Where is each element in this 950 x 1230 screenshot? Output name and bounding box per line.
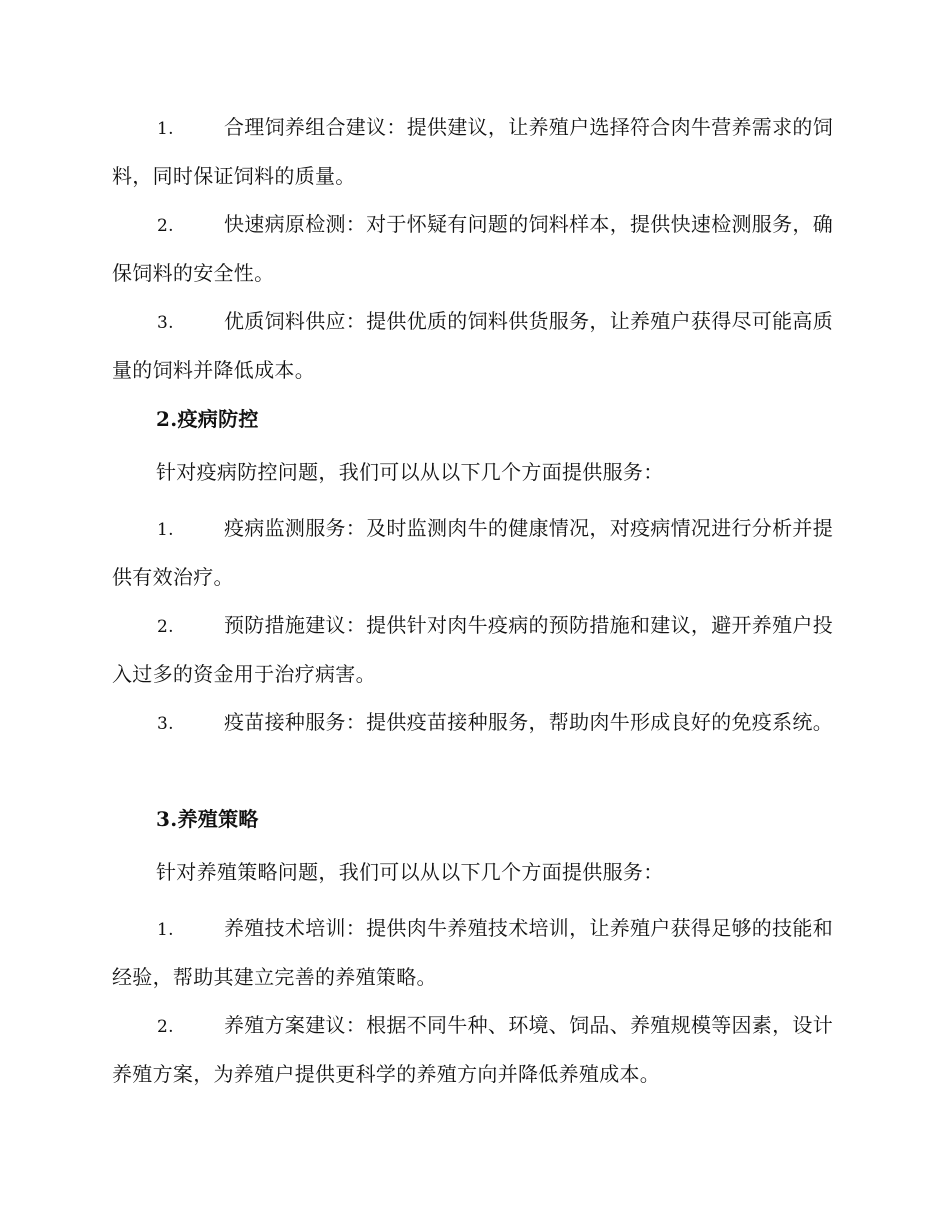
section-heading: 2.疫病防控 — [156, 407, 259, 431]
section-intro: 针对疫病防控问题，我们可以从以下几个方面提供服务： — [156, 460, 664, 484]
list-item-text: 快速病原检测：对于怀疑有问题的饲料样本，提供快速检测服务，确保饲料的安全性。 — [112, 212, 833, 285]
list-item-number: 2. — [157, 216, 174, 236]
section-intro: 针对养殖策略问题，我们可以从以下几个方面提供服务： — [156, 860, 664, 884]
list-item-number: 1. — [157, 119, 174, 139]
list-item — [112, 505, 836, 601]
list-item — [112, 298, 836, 394]
list-item-text: 疫病监测服务：及时监测肉牛的健康情况，对疫病情况进行分析并提供有效治疗。 — [112, 516, 833, 589]
list-item-text: 疫苗接种服务：提供疫苗接种服务，帮助肉牛形成良好的免疫系统。 — [224, 710, 833, 734]
list-item-text: 养殖方案建议：根据不同牛种、环境、饲品、养殖规模等因素，设计养殖方案，为养殖户提供更科学的养殖方向并降低养殖成本。 — [112, 1013, 833, 1086]
list-item — [112, 699, 836, 748]
list-item-number: 2. — [157, 617, 174, 637]
list-item — [112, 602, 836, 698]
list-item-number: 2. — [157, 1017, 174, 1037]
list-item-text: 养殖技术培训：提供肉牛养殖技术培训，让养殖户获得足够的技能和经验，帮助其建立完善的养殖策略。 — [112, 916, 833, 989]
list-item-text: 预防措施建议：提供针对肉牛疫病的预防措施和建议，避开养殖户投入过多的资金用于治疗病害。 — [112, 613, 833, 686]
list-item — [112, 1002, 836, 1098]
list-item-text: 优质饲料供应：提供优质的饲料供货服务，让养殖户获得尽可能高质量的饲料并降低成本。 — [112, 309, 833, 382]
list-item — [112, 905, 836, 1001]
list-item-text: 合理饲养组合建议：提供建议，让养殖户选择符合肉牛营养需求的饲料，同时保证饲料的质量。 — [112, 115, 833, 188]
list-item-number: 3. — [157, 313, 174, 333]
list-item — [112, 104, 836, 200]
list-item-number: 1. — [157, 920, 174, 940]
list-item-number: 1. — [157, 520, 174, 540]
list-item-number: 3. — [157, 714, 174, 734]
list-item — [112, 201, 836, 297]
section-heading: 3.养殖策略 — [156, 807, 259, 831]
